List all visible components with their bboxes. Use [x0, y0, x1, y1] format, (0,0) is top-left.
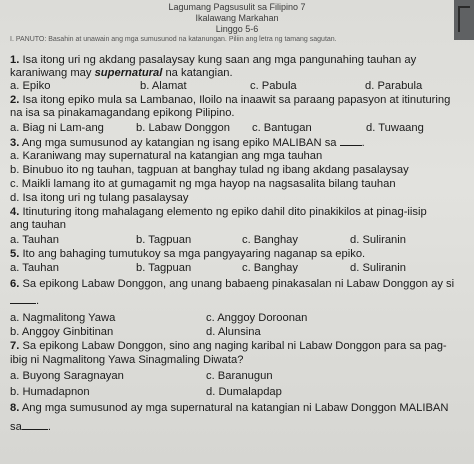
- question-text: na katangian.: [162, 67, 233, 79]
- question-5: [10, 248, 365, 261]
- question-number: 5.: [10, 248, 20, 260]
- option: c. Bantugan: [252, 122, 312, 134]
- question-6-line2: [10, 294, 39, 308]
- question-text: .: [36, 295, 40, 307]
- question-8-line2: [10, 420, 51, 434]
- question-text: Ang mga sumusunod ay katangian ng isang epiko MALIBAN sa: [21, 137, 337, 149]
- option: d. Suliranin: [350, 234, 406, 246]
- options-row: [10, 234, 470, 247]
- exam-quarter: Ikalawang Markahan: [195, 13, 279, 23]
- options-row: [10, 122, 470, 135]
- question-2-line2: na isa sa pinakamagandang epikong Pilipino.: [10, 107, 235, 119]
- answer-blank: [22, 420, 48, 430]
- option: d. Tuwaang: [366, 122, 424, 134]
- question-4: [10, 206, 427, 219]
- question-text: sa: [10, 421, 22, 433]
- choice: a. Karaniwang may supernatural na katangian ang mga tauhan: [10, 150, 323, 162]
- option: a. Epiko: [10, 80, 51, 92]
- options-row: [10, 80, 470, 93]
- question-text: Ang mga sumusunod ay mga supernatural na katangian ni Labaw Donggon MALIBAN: [21, 402, 449, 414]
- question-text: .: [47, 421, 51, 433]
- option: d. Suliranin: [350, 262, 406, 274]
- options-row: [10, 262, 470, 275]
- option: b. Alamat: [140, 80, 187, 92]
- question-7: [10, 340, 447, 353]
- question-number: 3.: [10, 137, 20, 149]
- option: a. Nagmalitong Yawa: [10, 312, 116, 324]
- emphasized-word: supernatural: [94, 67, 163, 79]
- option: d. Parabula: [365, 80, 423, 92]
- question-1-line2: [10, 67, 233, 80]
- question-1: [10, 54, 416, 67]
- options-row: [10, 370, 470, 383]
- question-number: 6.: [10, 278, 20, 290]
- question-7-line2: ibig ni Nagmalitong Yawa Sinagmaling Diwata?: [10, 354, 244, 366]
- question-text: Isa itong epiko mula sa Lambanao, Iloilo na inaawit sa paraang papasyon at itinuturing: [22, 94, 451, 106]
- option: c. Baranugun: [206, 370, 273, 382]
- question-number: 8.: [10, 402, 20, 414]
- question-text: .: [361, 137, 365, 149]
- question-4-line2: ang tauhan: [10, 219, 66, 231]
- option: b. Labaw Donggon: [136, 122, 230, 134]
- options-row: [10, 312, 470, 325]
- choice: c. Maikli lamang ito at gumagamit ng mga hayop na nagsasalita bilang tauhan: [10, 178, 396, 190]
- option: b. Anggoy Ginbitinan: [10, 326, 114, 338]
- answer-blank: [10, 294, 36, 304]
- exam-title: Lagumang Pagsusulit sa Filipino 7: [168, 2, 306, 12]
- option: d. Dumalapdap: [206, 386, 282, 398]
- question-text: Isa itong uri ng akdang pasalaysay kung saan ang mga pangunahing tauhan ay: [22, 54, 417, 66]
- question-text: Ito ang bahaging tumutukoy sa mga pangyayaring naganap sa epiko.: [22, 248, 366, 260]
- option: c. Anggoy Doroonan: [206, 312, 308, 324]
- choice: b. Binubuo ito ng tauhan, tagpuan at banghay tulad ng ibang akdang pasalaysay: [10, 164, 409, 176]
- question-2: [10, 94, 450, 107]
- option: a. Biag ni Lam-ang: [10, 122, 104, 134]
- option: c. Banghay: [242, 234, 298, 246]
- option: a. Tauhan: [10, 262, 59, 274]
- question-text: karaniwang may: [10, 67, 95, 79]
- option: a. Buyong Saragnayan: [10, 370, 124, 382]
- option: b. Tagpuan: [136, 262, 192, 274]
- option: d. Alunsina: [206, 326, 261, 338]
- question-number: 4.: [10, 206, 20, 218]
- option: a. Tauhan: [10, 234, 59, 246]
- choice: d. Isa itong uri ng tulang pasalaysay: [10, 192, 189, 204]
- question-3: [10, 136, 365, 150]
- option: c. Banghay: [242, 262, 298, 274]
- option: b. Tagpuan: [136, 234, 192, 246]
- question-number: 7.: [10, 340, 20, 352]
- answer-blank: [340, 136, 362, 146]
- option: c. Pabula: [250, 80, 297, 92]
- question-number: 1.: [10, 54, 20, 66]
- options-row: [10, 386, 470, 399]
- question-number: 2.: [10, 94, 20, 106]
- instruction-text: I. PANUTO: Basahin at unawain ang mga sumusunod na katanungan. Piliin ang letra ng tamang sagutan.: [10, 36, 337, 43]
- question-text: Itinuturing itong mahalagang elemento ng epiko dahil dito pinakikilos at pinag-iisip: [22, 206, 427, 218]
- exam-week: Linggo 5-6: [215, 24, 259, 34]
- question-text: Sa epikong Labaw Donggon, ang unang babaeng pinakasalan ni Labaw Donggon ay si: [22, 278, 455, 290]
- question-8: [10, 402, 448, 415]
- question-text: Sa epikong Labaw Donggon, sino ang naging karibal ni Labaw Donggon para sa pag-: [22, 340, 447, 352]
- question-6: [10, 278, 454, 291]
- options-row: [10, 326, 470, 339]
- option: b. Humadapnon: [10, 386, 90, 398]
